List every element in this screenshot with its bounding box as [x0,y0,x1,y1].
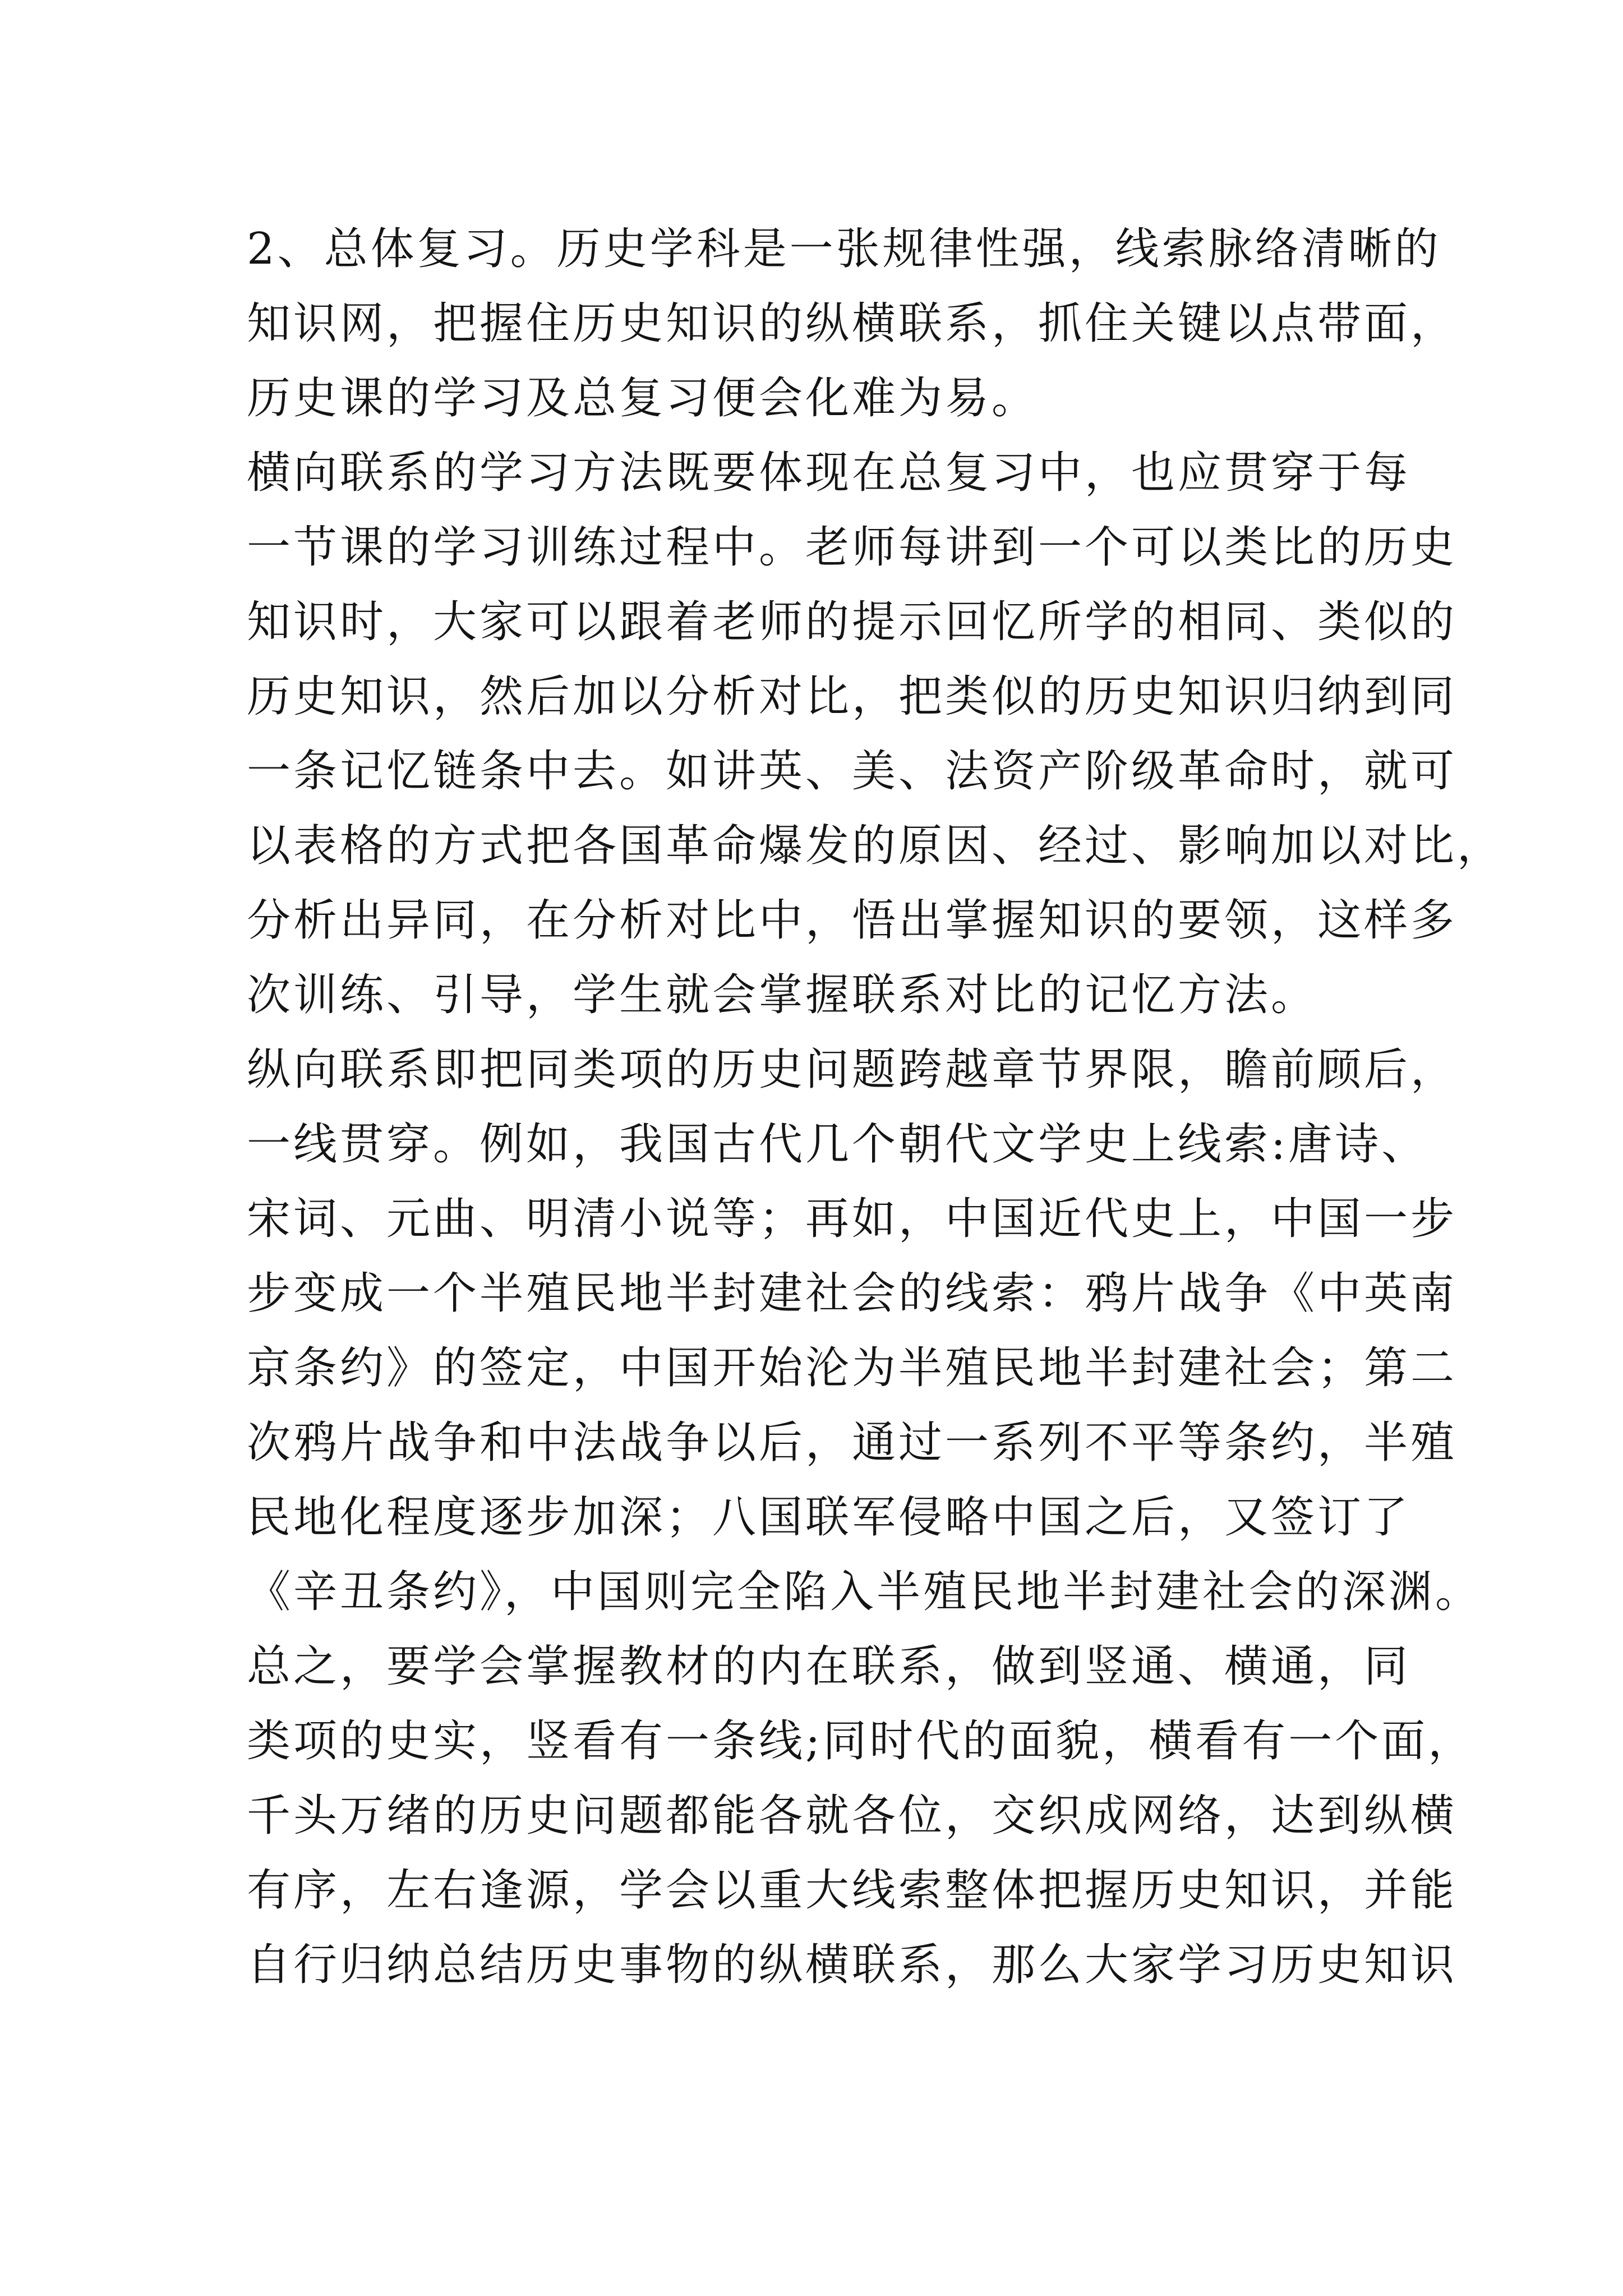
text-line: 历史课的学习及总复习便会化难为易。 [247,373,1039,424]
text-line: 知识网，把握住历史知识的纵横联系，抓住关键以点带面， [247,298,1458,349]
document-body-text [247,212,1504,2003]
text-line: 《辛丑条约》，中国则完全陷入半殖民地半封建社会的深渊。 [247,1567,1482,1617]
text-line: 历史知识，然后加以分析对比，把类似的历史知识归纳到同 [247,671,1458,722]
text-line: 次训练、引导，学生就会掌握联系对比的记忆方法。 [247,970,1318,1020]
text-line: 知识时，大家可以跟着老师的提示回忆所学的相同、类似的 [247,597,1458,647]
text-line: 以表格的方式把各国革命爆发的原因、经过、影响加以对比， [247,821,1504,871]
text-line: 一节课的学习训练过程中。老师每讲到一个可以类比的历史 [247,522,1458,573]
text-line: 宋词、元曲、明清小说等；再如，中国近代史上，中国一步 [247,1194,1458,1244]
text-line: 自行归纳总结历史事物的纵横联系，那么大家学习历史知识 [247,1940,1458,1990]
text-line: 一条记忆链条中去。如讲英、美、法资产阶级革命时，就可 [247,746,1458,797]
text-line: 有序，左右逢源，学会以重大线索整体把握历史知识，并能 [247,1865,1458,1916]
text-line: 千头万绪的历史问题都能各就各位，交织成网络，达到纵横 [247,1791,1458,1841]
text-line: 2、总体复习。历史学科是一张规律性强，线索脉络清晰的 [247,224,1441,274]
text-line: 一线贯穿。例如，我国古代几个朝代文学史上线索:唐诗、 [247,1119,1428,1170]
text-line: 横向联系的学习方法既要体现在总复习中，也应贯穿于每 [247,448,1411,498]
text-line: 类项的史实，竖看有一条线;同时代的面貌，横看有一个面， [247,1716,1475,1766]
text-line: 步变成一个半殖民地半封建社会的线索：鸦片战争《中英南 [247,1268,1458,1319]
text-line: 分析出异同，在分析对比中，悟出掌握知识的要领，这样多 [247,895,1458,946]
text-line: 总之，要学会掌握教材的内在联系，做到竖通、横通，同 [247,1641,1411,1692]
text-line: 京条约》的签定，中国开始沦为半殖民地半封建社会；第二 [247,1343,1458,1393]
text-line: 纵向联系即把同类项的历史问题跨越章节界限，瞻前顾后， [247,1045,1458,1095]
text-line: 民地化程度逐步加深；八国联军侵略中国之后，又签订了 [247,1492,1411,1543]
text-line: 次鸦片战争和中法战争以后，通过一系列不平等条约，半殖 [247,1418,1458,1468]
